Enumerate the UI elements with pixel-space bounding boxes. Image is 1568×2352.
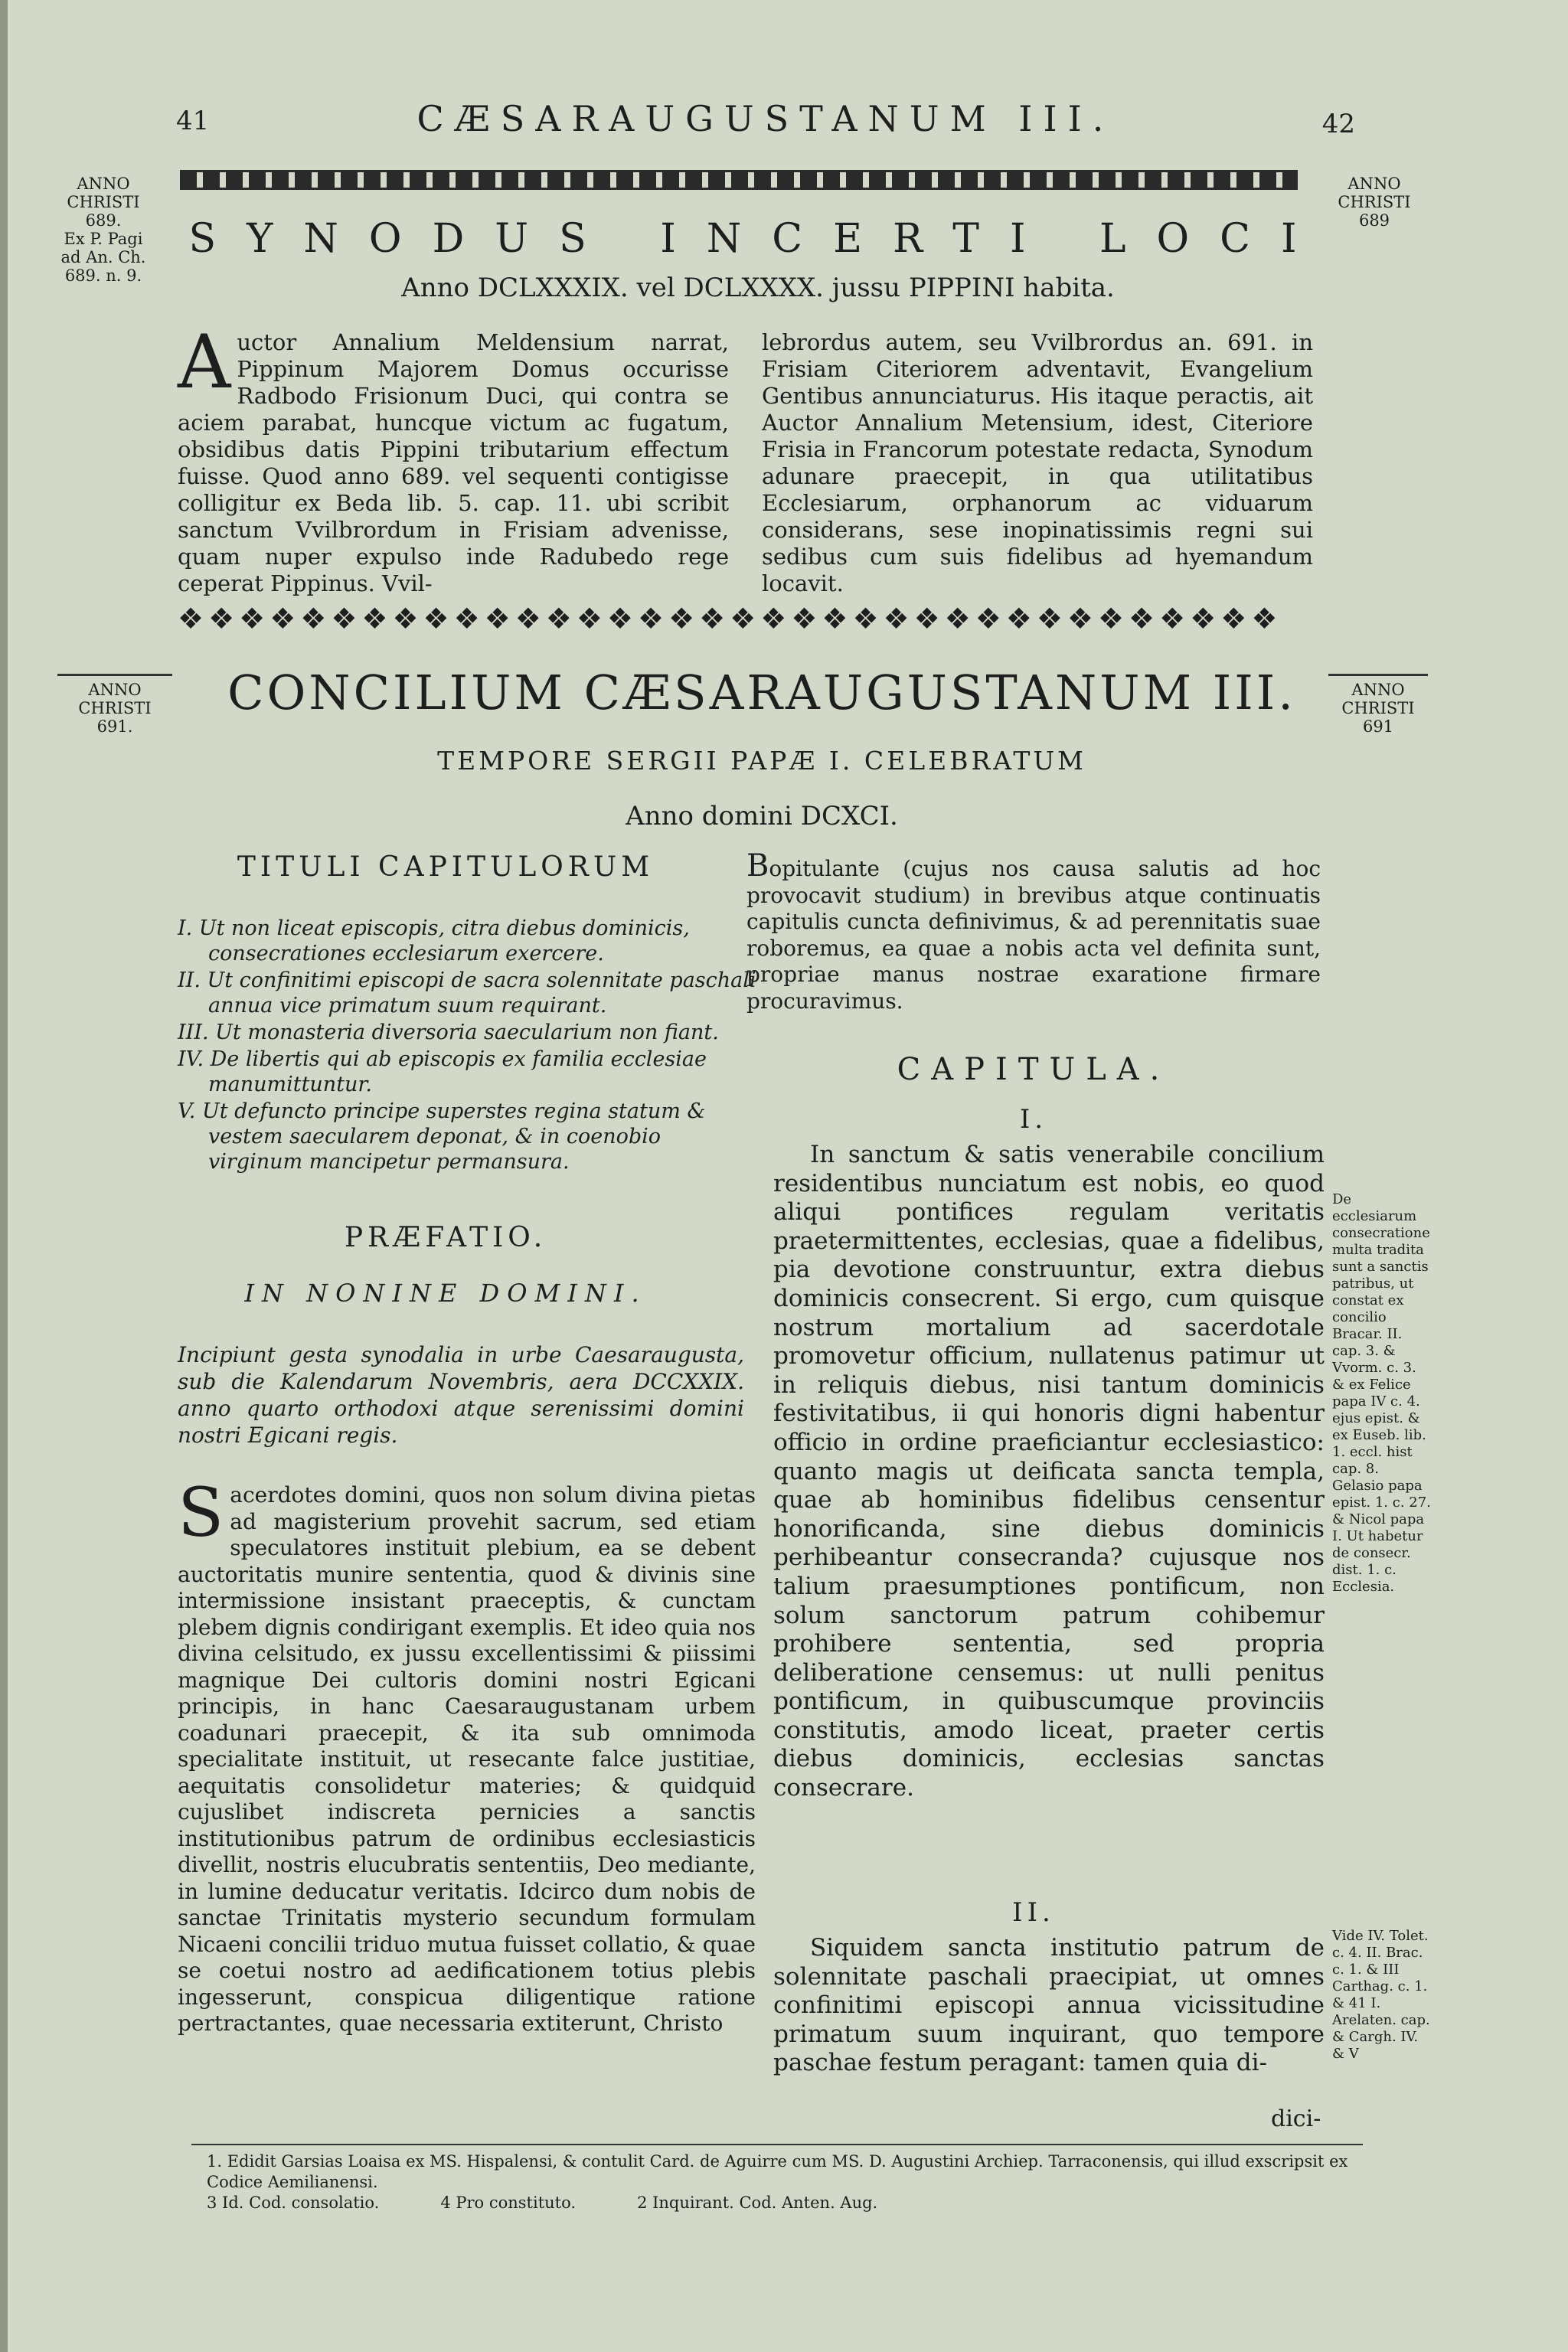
page-number-right: 42 xyxy=(1321,109,1355,139)
margin-line: ANNO xyxy=(1351,681,1405,699)
tituli-item: II. Ut confinitimi episcopi de sacra solennitate paschali annua vice primatum suum requirant. xyxy=(178,969,756,1018)
margin-line: ANNO xyxy=(1348,175,1401,193)
footnote-3: 3 Id. Cod. consolatio. xyxy=(207,2194,380,2212)
praefatio-text-column xyxy=(178,1473,756,2037)
synod-title: SYNODUS INCERTI LOCI xyxy=(188,216,1328,262)
praefatio-intro: Incipiunt gesta synodalia in urbe Caesaraugusta, sub die Kalendarum Novembris, aera DCCXXIX. anno quarto orthodoxi atque serenissimi domini nostri Egicani regis. xyxy=(178,1342,744,1448)
footnote-row xyxy=(207,2193,1355,2213)
margin-anno-left-2 xyxy=(57,674,172,736)
margin-line: 691 xyxy=(1362,717,1394,736)
tituli-item: I. Ut non liceat episcopis, citra diebus dominicis, consecrationes ecclesiarum exercere. xyxy=(178,916,690,965)
tituli-item: III. Ut monasteria diversoria saecularium non fiant. xyxy=(178,1021,719,1044)
margin-line: CHRISTI xyxy=(67,193,140,211)
capitulum-1-text: In sanctum & satis venerabile concilium residentibus nunciatum est nobis, eo quod aliqui pontifices regulam veritatis praetermittentes, ecclesias, quae a fidelibus, pia devotione construuntur, extra diebus dominicis consecrent. Si ergo, cum quisque nostrum mortalium ad sacerdotale promovetur officium, nullatenus patimur ut in reliquis diebus, nisi tantum dominicis festivitatibus, ii qui honoris digni habentur officio in ordine praeficiantur ecclesiastico: quanto magis ut deificata sancta templa, quae ab hominibus fidelibus censentur honorificanda, sine diebus dominicis perhibeantur consecranda? cujusque nos talium praesumptiones pontificum, non solum sanctorum patrum cohibemur prohibere sententia, sed propria deliberatione censemus: ut nulli penitus pontificum, in quibuscumque provinciis constitutis, amodo liceat, praeter certis diebus dominicis, ecclesias sanctas consecrare. xyxy=(773,1141,1325,1802)
margin-line: CHRISTI xyxy=(1338,193,1411,211)
synod-left-text: uctor Annalium Meldensium narrat, Pippinum Majorem Domus occurisse Radbodo Frisionum Duci, qui contra se aciem parabat, huncque victum ac fugatum, obsidibus datis Pippini tributarium effectum fuisse. Quod anno 689. vel sequenti contigisse colligitur ex Beda lib. 5. cap. 11. ubi scribit sanctum Vvilbrordum in Frisiam advenisse, quam nuper expulso inde Radubedo rege ceperat Pippinus. Vvil- xyxy=(178,329,729,596)
margin-line: ANNO xyxy=(77,175,130,193)
catchword: dici- xyxy=(1271,2105,1321,2132)
footnote-rule xyxy=(191,2144,1363,2145)
right-intro-column xyxy=(746,848,1321,1014)
footnote-1: 1. Edidit Garsias Loaisa ex MS. Hispalensi, & contulit Card. de Aguirre cum MS. D. Augustini Archiep. Tarraconensis, qui illud exscripsit ex Codice Aemilianensi. xyxy=(207,2152,1348,2191)
margin-line: Ex P. Pagi xyxy=(64,230,143,248)
margin-line: ad An. Ch. xyxy=(60,248,146,266)
footnote-4: 4 Pro constituto. xyxy=(440,2194,577,2212)
margin-line: CHRISTI xyxy=(1341,699,1415,717)
running-header xyxy=(168,92,1363,138)
page-number-left: 41 xyxy=(176,106,210,136)
concilium-year: Anno domini DCXCI. xyxy=(626,801,898,831)
ornament-band: ❖❖❖❖❖❖❖❖❖❖❖❖❖❖❖❖❖❖❖❖❖❖❖❖❖❖❖❖❖❖❖❖❖❖❖❖ xyxy=(178,602,1282,635)
footnote-2: 2 Inquirant. Cod. Anten. Aug. xyxy=(637,2194,878,2212)
capitulum-number-1: I. xyxy=(1019,1104,1048,1135)
tituli-item: IV. De libertis qui ab episcopis ex familia ecclesiae manumittuntur. xyxy=(178,1047,707,1096)
synod-right-text: lebrordus autem, seu Vvilbrordus an. 691. in Frisiam Citeriorem adventavit, Evangelium Gentibus annunciaturus. His itaque peractis, ait Auctor Annalium Metensium, idest, Citeriore Frisia in Francorum potestate redacta, Synodum adunare praecepit, in qua utilitatibus Ecclesiarum, orphanorum ac viduarum considerans, sese inopinatissimis regni sui sedibus cum suis fidelibus ad hyemandum locavit. xyxy=(762,329,1313,596)
concilium-title: CONCILIUM CÆSARAUGUSTANUM III. xyxy=(227,665,1296,720)
tituli-item: V. Ut defuncto principe superstes regina statum & vestem saecularem deponat, & in coenobio virginum mancipetur permansura. xyxy=(178,1099,706,1174)
margin-note-ecclesiarum: De ecclesiarum consecratione multa tradita sunt a sanctis patribus, ut constat ex concilio Bracar. II. cap. 3. & Vvorm. c. 3. & ex Felice papa IV c. 4. ejus epist. & ex Euseb. lib. 1. eccl. hist cap. 8. Gelasio papa epist. 1. c. 27. & Nicol papa I. Ut habetur de consecr. dist. 1. c. Ecclesia. xyxy=(1332,1191,1431,1595)
running-title: CÆSARAUGUSTANUM III. xyxy=(416,98,1115,139)
tituli-list xyxy=(178,916,760,1176)
drop-cap: S xyxy=(178,1473,224,1552)
synod-subtitle: Anno DCLXXXIX. vel DCLXXXX. jussu PIPPINI habita. xyxy=(401,273,1115,303)
capitulum-2-text: Siquidem sancta institutio patrum de solennitate paschali praecipiat, ut omnes confinitimi episcopi annua vicissitudine primatum suum inquirant, quo tempore paschae festum peragant: tamen quia di- xyxy=(773,1934,1325,2077)
decorative-rule-top xyxy=(180,170,1298,190)
footnotes xyxy=(207,2151,1355,2213)
praefatio-subheading: IN NONINE DOMINI. xyxy=(244,1279,647,1308)
capitulum-2-column xyxy=(773,1934,1325,2078)
capitulum-1-column xyxy=(773,1141,1325,1803)
capitulum-number-2: II. xyxy=(1012,1897,1055,1928)
margin-line: ANNO xyxy=(88,681,142,699)
drop-cap: A xyxy=(178,319,231,405)
synod-right-column xyxy=(762,329,1313,597)
margin-line: 689. xyxy=(85,211,122,230)
margin-anno-right-2 xyxy=(1328,674,1428,736)
right-intro-text: Bopitulante (cujus nos causa salutis ad hoc provocavit studium) in brevibus atque continuatis capitulis cuncta definivimus, & ad perennitatis suae roboremus, ea quae a nobis acta vel definita sunt, propriae manus nostrae exaratione firmare procuravimus. xyxy=(746,848,1321,1014)
margin-line: CHRISTI xyxy=(78,699,152,717)
capitula-heading: CAPITULA. xyxy=(897,1052,1171,1087)
margin-line: 689. n. 9. xyxy=(64,266,142,285)
binding-edge xyxy=(0,0,8,2352)
margin-anno-left-1 xyxy=(46,175,161,285)
tituli-heading: TITULI CAPITULORUM xyxy=(237,851,655,883)
praefatio-heading: PRÆFATIO. xyxy=(344,1222,547,1253)
margin-note-vide: Vide IV. Tolet. c. 4. II. Brac. c. 1. & III Carthag. c. 1. & 41 I. Arelaten. cap. & Cargh. IV. & V xyxy=(1332,1928,1430,2062)
concilium-subtitle: TEMPORE SERGII PAPÆ I. CELEBRATUM xyxy=(437,746,1086,776)
praefatio-text: acerdotes domini, quos non solum divina pietas ad magisterium provehit sacrum, sed etiam speculatores instituit plebium, ea se debent auctoritatis munire sententia, quod & divinis sine intermissione insistant praeceptis, & cunctam plebem dignis condirigant exemplis. Et ideo quia nos divina celsitudo, ex jussu excellentissimi & piissimi magnique Dei cultoris domini nostri Egicani principis, in hanc Caesaraugustanam urbem coadunari praecepit, & ita sub omnimoda specialitate instituit, ut resecante falce justitiae, aequitatis consolidetur materies; & quidquid cujuslibet indiscreta pernicies a sanctis institutionibus patrum de ordinibus ecclesiasticis divellit, nostris elucubratis sententiis, Deo mediante, in lumine deducatur veritatis. Idcirco dum nobis de sanctae Trinitatis mysterio secundum formulam Nicaeni concilii triduo mutua fuisset collatio, & quae se coetui nostro ad aedificationem totius plebis ingesserunt, conspicua diligentique ratione pertractantes, quae necessaria extiterunt, Christo xyxy=(178,1482,756,2036)
margin-line: 691. xyxy=(96,717,133,736)
margin-line: 689 xyxy=(1358,211,1390,230)
initial-letter: B xyxy=(746,848,769,884)
synod-left-column xyxy=(178,319,729,597)
